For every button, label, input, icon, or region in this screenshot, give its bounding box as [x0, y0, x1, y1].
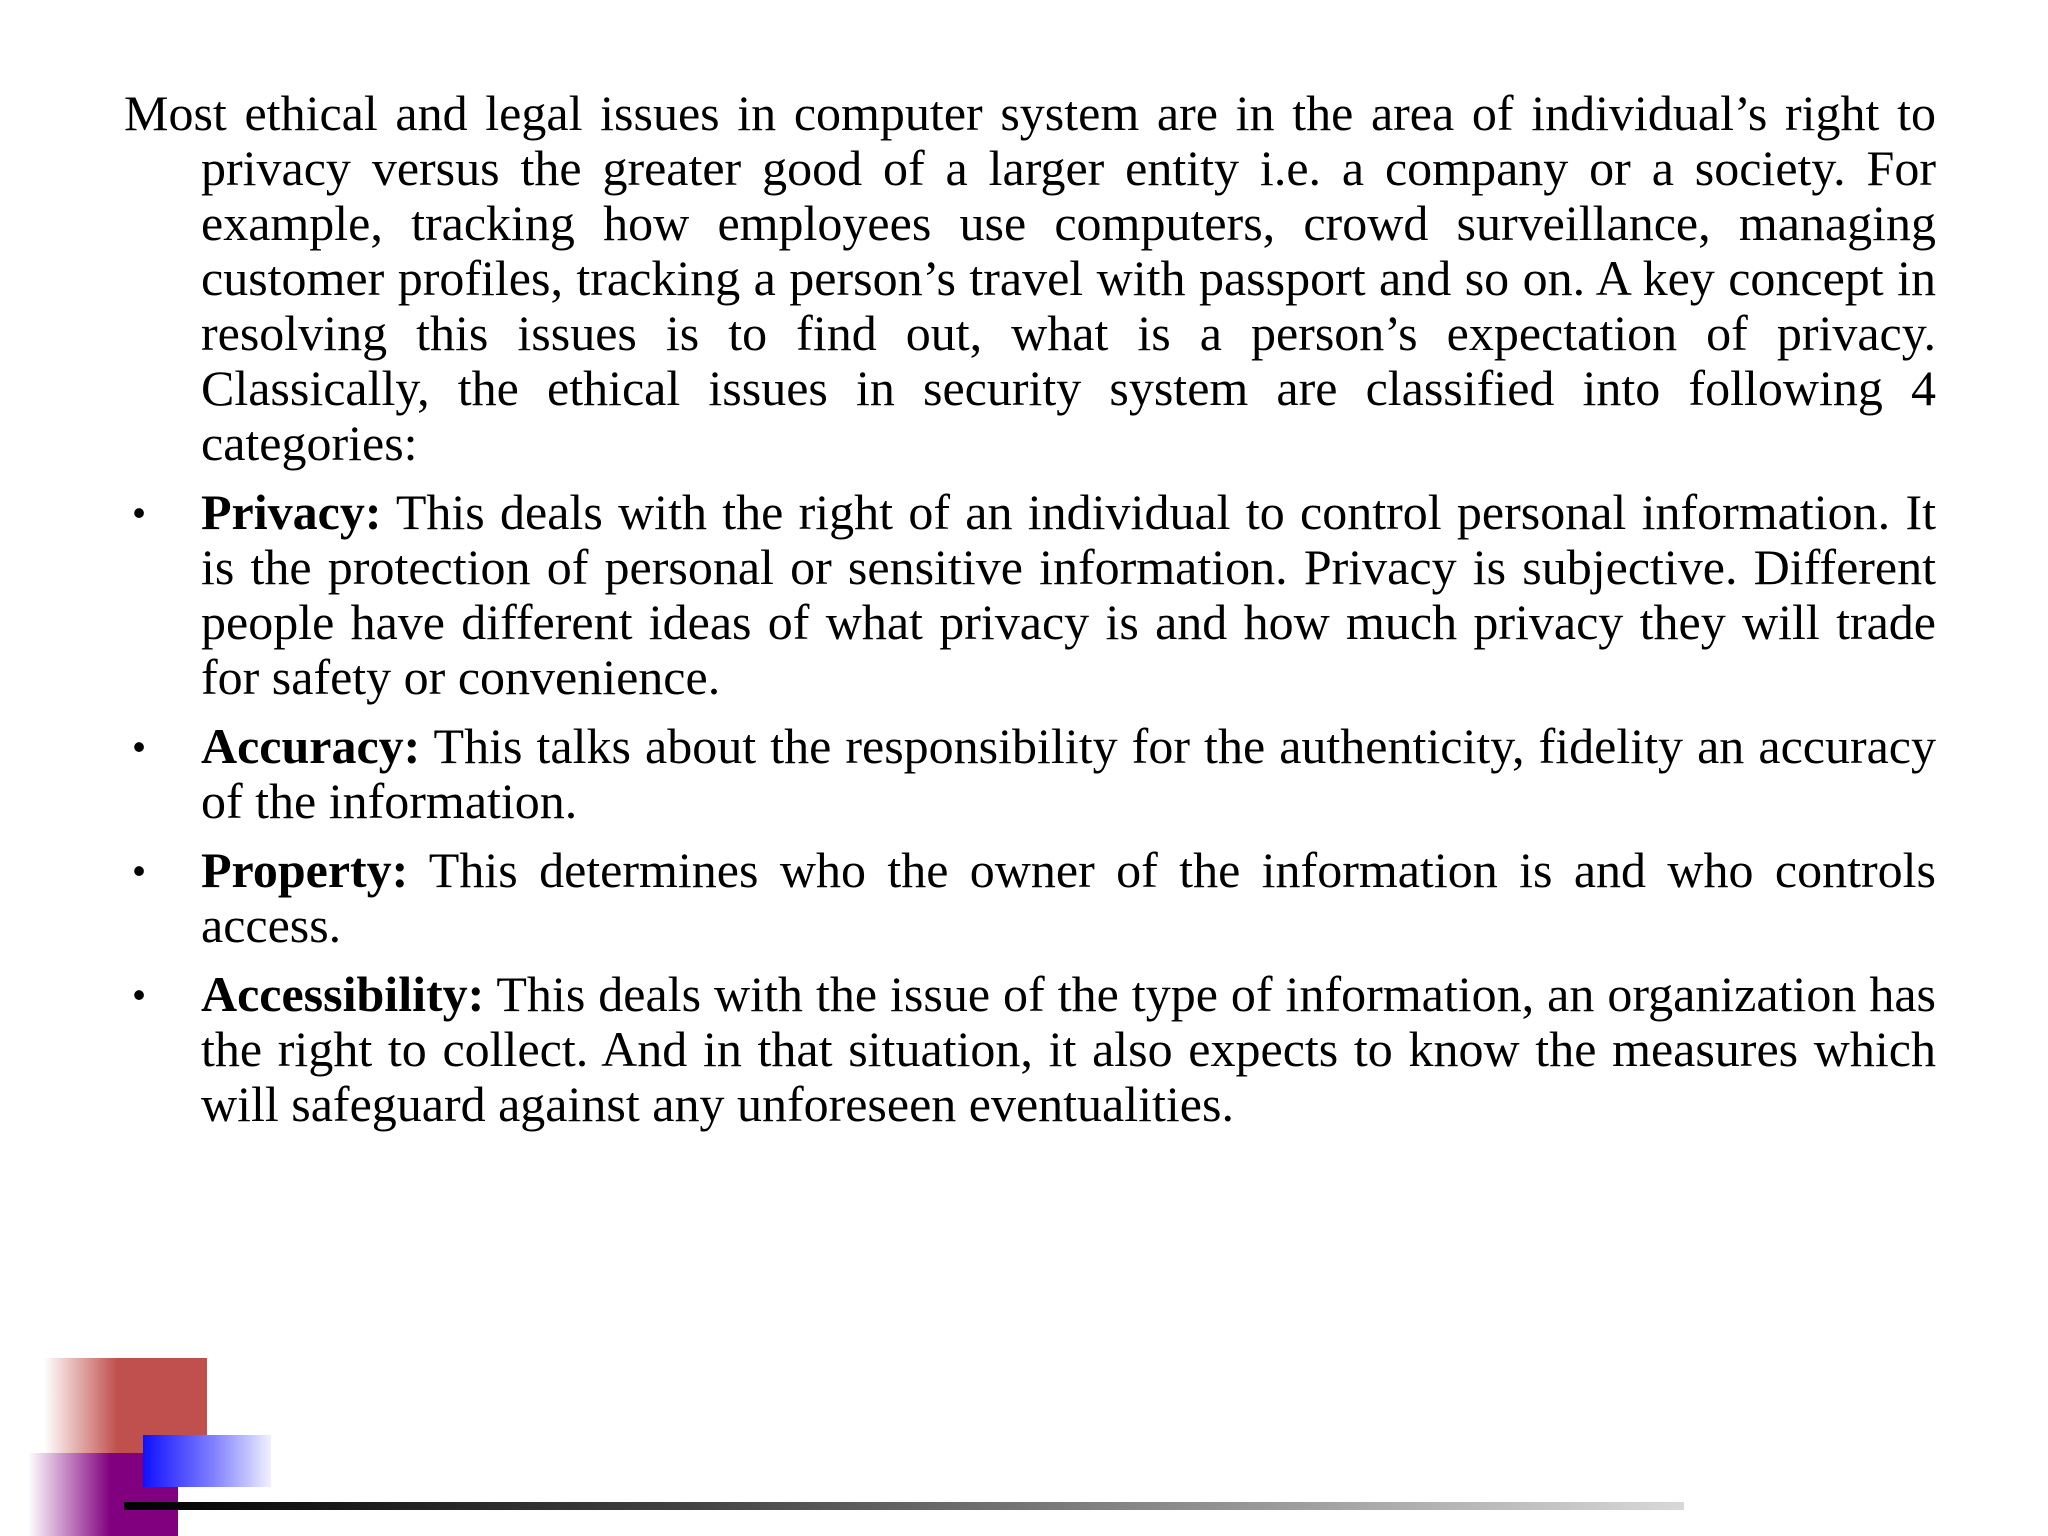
bullet-text: This determines who the owner of the information is and who controls access.	[201, 842, 1936, 953]
bullet-text: This talks about the responsibility for the authenticity, fidelity an accuracy of the information.	[201, 718, 1936, 829]
slide-body	[124, 86, 1936, 1146]
bullet-term: Accuracy:	[201, 718, 421, 774]
bullet-icon: •	[132, 726, 146, 767]
bullet-icon: •	[132, 492, 146, 533]
bullet-accessibility	[124, 967, 1936, 1132]
intro-paragraph: Most ethical and legal issues in computer system are in the area of individual’s right to privacy versus the greater good of a larger entity i.e. a company or a society. For example, tracking how employees use computers, crowd surveillance, managing customer profiles, tracking a person’s travel with passport and so on. A key concept in resolving this issues is to find out, what is a person’s expectation of privacy. Classically, the ethical issues in security system are classified into following 4 categories:	[124, 85, 1936, 471]
bullet-privacy	[124, 485, 1936, 705]
category-list	[124, 485, 1936, 1132]
decor-footer-line	[124, 1502, 1684, 1510]
decor-blue-square	[143, 1435, 271, 1487]
bullet-text: This deals with the issue of the type of information, an organization has the right to collect. And in that situation, it also expects to know the measures which will safeguard against any unforeseen eventualities.	[201, 966, 1936, 1132]
bullet-term: Property:	[201, 842, 409, 898]
bullet-term: Accessibility:	[201, 966, 485, 1022]
bullet-icon: •	[132, 850, 146, 891]
bullet-property	[124, 843, 1936, 953]
bullet-term: Privacy:	[201, 484, 382, 540]
bullet-icon: •	[132, 974, 146, 1015]
bullet-text: This deals with the right of an individual to control personal information. It is the protection of personal or sensitive information. Privacy is subjective. Different people have different ideas of what privacy is and how much privacy they will trade for safety or convenience.	[201, 484, 1936, 705]
bullet-accuracy	[124, 719, 1936, 829]
